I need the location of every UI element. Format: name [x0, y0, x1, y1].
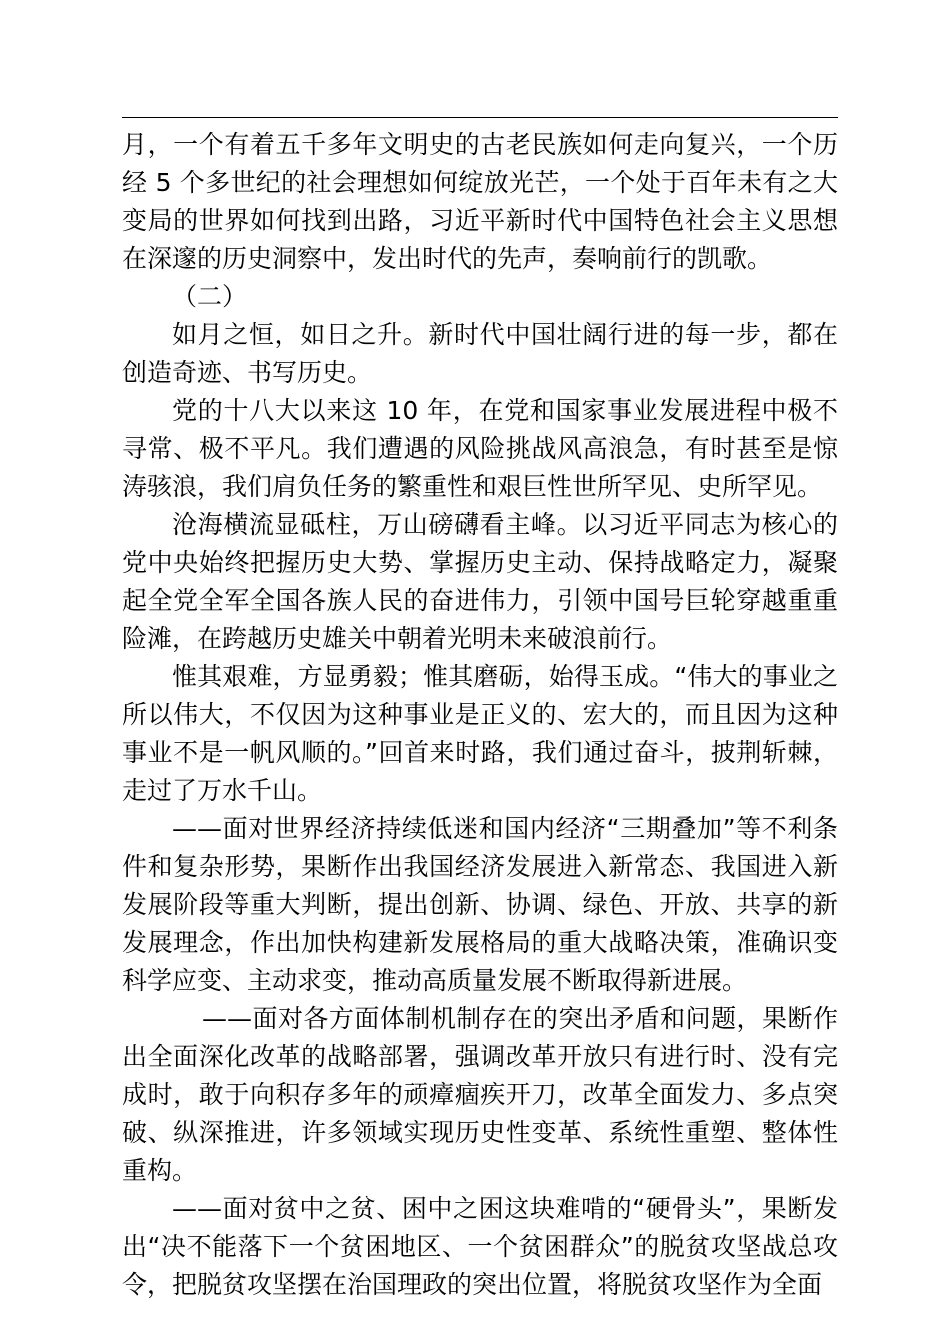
paragraph-continuation: 月，一个有着五千多年文明史的古老民族如何走向复兴，一个历经 5 个多世纪的社会理想如何绽放光芒，一个处于百年未有之大变局的世界如何找到出路，习近平新时代中国特色社会主义思想在深邃的历史洞察中，发出时代的先声，奏响前行的凯歌。	[122, 130, 838, 273]
paragraph: ——面对各方面体制机制存在的突出矛盾和问题，果断作出全面深化改革的战略部署，强调改革开放只有进行时、没有完成时，敢于向积存多年的顽瘴痼疾开刀，改革全面发力、多点突破、纵深推进，许多领域实现历史性变革、系统性重塑、整体性重构。	[122, 1004, 838, 1185]
paragraph: 惟其艰难，方显勇毅；惟其磨砺，始得玉成。“伟大的事业之所以伟大，不仅因为这种事业是正义的、宏大的，而且因为这种事业不是一帆风顺的。”回首来时路，我们通过奋斗，披荆斩棘，走过了万水千山。	[122, 662, 838, 805]
header-rule	[122, 117, 838, 118]
paragraph: 如月之恒，如日之升。新时代中国壮阔行进的每一步，都在创造奇迹、书写历史。	[122, 320, 838, 387]
paragraph: 沧海横流显砥柱，万山磅礴看主峰。以习近平同志为核心的党中央始终把握历史大势、掌握历史主动、保持战略定力，凝聚起全党全军全国各族人民的奋进伟力，引领中国号巨轮穿越重重险滩，在跨越历史雄关中朝着光明未来破浪前行。	[122, 510, 838, 653]
paragraph: 党的十八大以来这 10 年，在党和国家事业发展进程中极不寻常、极不平凡。我们遭遇的风险挑战风高浪急，有时甚至是惊涛骇浪，我们肩负任务的繁重性和艰巨性世所罕见、史所罕见。	[122, 396, 838, 501]
paragraph: ——面对世界经济持续低迷和国内经济“三期叠加”等不利条件和复杂形势，果断作出我国经济发展进入新常态、我国进入新发展阶段等重大判断，提出创新、协调、绿色、开放、共享的新发展理念，作出加快构建新发展格局的重大战略决策，准确识变科学应变、主动求变，推动高质量发展不断取得新进展。	[122, 814, 838, 995]
document-body	[122, 126, 838, 1304]
section-heading: （二）	[172, 282, 248, 311]
paragraph: ——面对贫中之贫、困中之困这块难啃的“硬骨头”，果断发出“决不能落下一个贫困地区、一个贫困群众”的脱贫攻坚战总攻令，把脱贫攻坚摆在治国理政的突出位置，将脱贫攻坚作为全面	[122, 1194, 838, 1299]
